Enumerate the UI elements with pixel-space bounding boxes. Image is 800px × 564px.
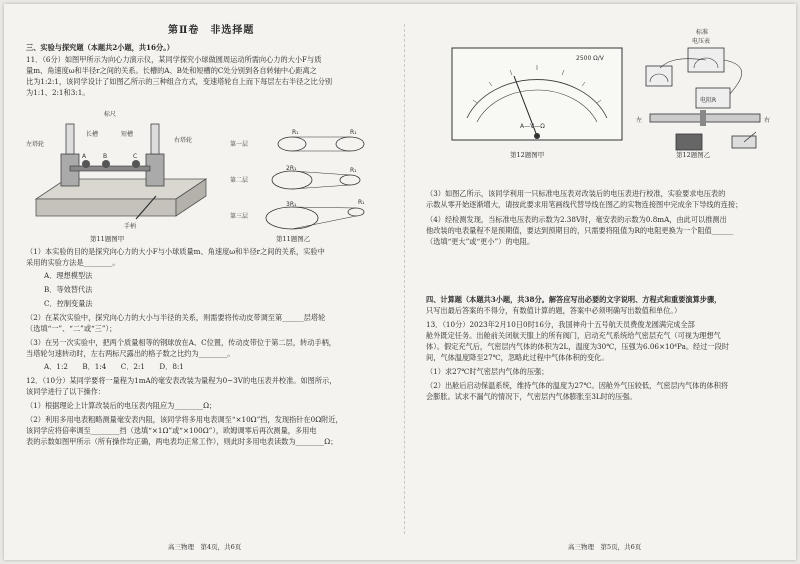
q12-4-line: （选填“更大”或“更小”）的电阻。 [426, 237, 535, 246]
q11-3-line: （3）在另一次实验中，把两个质量相等的钢球放在A、C位置，传动皮带位于第二层，转动手柄， [26, 338, 336, 347]
q12-line: 该同学进行了以下操作： [26, 387, 106, 396]
fig11a-label: A [82, 153, 87, 160]
q13-2-line: （2）出舱后启动保温系统，维持气体的温度为27℃。因舱外气压较低，气密层内气体的体积将 [426, 381, 729, 390]
fig11b-caption: 第11题图乙 [276, 235, 311, 243]
question-12-cont [426, 188, 782, 247]
fig11a-caption: 第11题图甲 [90, 235, 125, 243]
q11-3-line: 当塔轮匀速转动时，左右两标尺露出的格子数之比约为________。 [26, 349, 235, 358]
q12-2-line: 该同学应将倍率调至________挡（选填“×1Ω”或“×100Ω”），欧姆调零后再次测量，多用电 [26, 426, 317, 435]
q11-line: 比为1:2:1，该同学设计了如图乙所示的三种组合方式，变速塔轮自上而下每层左右半径之比分别 [26, 77, 333, 86]
q11-1-line: 采用的实验方法是________。 [26, 258, 120, 267]
q11-3-options: A．1:2 B．1:4 C．2:1 D．8:1 [44, 362, 184, 371]
q11-1-option: B．等效替代法 [44, 285, 93, 294]
left-page [18, 4, 390, 560]
fig11a-label: B [103, 153, 108, 160]
fig12b-label: 标准 [696, 29, 709, 36]
q12-4-line: 他改装的电表量程不是预期值，要达到预期目的，只需要将阻值为R的电阻更换为一个阻值______ [426, 226, 734, 235]
fig11a-label: C [133, 153, 138, 160]
fig11b-layer-label: 第二层 [230, 177, 249, 184]
q11-line: 11．（6分）如图甲所示为向心力演示仪，某同学探究小球做圆周运动所需向心力的大小F与质 [26, 55, 322, 64]
fig12a-ohm-label: A—V—Ω [520, 123, 545, 130]
fig11b-radius: 3R₁ [286, 201, 297, 208]
fig12b-label: 左 [636, 117, 643, 124]
q11-2-line: （选填“一”、“二”或“三”）； [26, 324, 117, 333]
q13-line: 间，气体温度降至27℃，忽略此过程中气体体积的变化。 [426, 353, 609, 362]
q13-line: 舱外既定任务。出舱前关闭航天服上的所有阀门，启动充气系统给气密层充气（可视为理想气 [426, 331, 721, 340]
left-footer: 高三物理 第4页，共6页 [168, 543, 242, 551]
fig12a-caption: 第12题图甲 [510, 151, 545, 159]
fig11b-radius: R₁ [350, 129, 357, 136]
question-11-parts [26, 246, 388, 447]
fig12b-label: 右 [764, 117, 771, 124]
fig12a-scale-text: 2500 Ω/V [576, 55, 604, 62]
fig11a-label: 标尺 [104, 111, 117, 118]
fig11a-label: 左塔轮 [26, 141, 45, 148]
q12-3-line: 示数从零开始逐渐增大，请按此要求用笔画线代替导线在图乙的实物连接图中完成余下导线的连接； [426, 200, 743, 209]
section-4 [426, 294, 782, 402]
q13-line: 体）。假定充气后，气密层内气体的体积为2L，温度为30℃，压强为6.06×10⁴Pa。经过一段时 [426, 342, 729, 351]
fig12b-label: 电阻R [700, 97, 717, 104]
q12-2-line: 表的示数如图甲所示（所有操作均正确，两电表均正常工作），则此时多用电表读数为________Ω； [26, 437, 338, 446]
section-3-heading: 三、实验与探究题（本题共2小题，共16分。） [26, 43, 174, 52]
q11-2-line: （2）在某次实验中，探究向心力的大小与半径的关系，则需要将传动皮带调至第______层塔轮 [26, 313, 326, 322]
fig11a-apparatus [26, 104, 216, 232]
page-divider [404, 24, 405, 534]
q13-2-line: 会膨胀。试求不漏气的情况下，气密层内气体膨胀至3L时的压强。 [426, 392, 637, 401]
fig12b-caption: 第12题图乙 [676, 151, 711, 159]
fig12b-label: 电压表 [692, 38, 711, 45]
q13-1-line: （1）求27℃时气密层内气体的压强； [426, 367, 549, 376]
right-page [418, 4, 784, 560]
q12-3-line: （3）如图乙所示，该同学利用一只标准电压表对改装后的电压表进行校准，实验要求电压表的 [426, 189, 726, 198]
q13-line: 13．（10分）2023年2月10日0时16分，我国神舟十五号航天员费俊龙圆满完成全部 [426, 320, 695, 329]
q11-line: 为1:1、2:1和3:1。 [26, 88, 90, 97]
fig11b-layer-label: 第一层 [230, 141, 249, 148]
fig11b-pulleys [230, 130, 386, 234]
q11-1-line: （1）本实验的目的是探究向心力的大小F与小球质量m、角速度ω和半径r之间的关系，实验中 [26, 247, 325, 256]
question-11 [26, 54, 388, 98]
fig11a-label: 短槽 [121, 131, 134, 138]
fig11b-layer-label: 第三层 [230, 213, 249, 220]
fig11b-radius: R₁ [350, 167, 357, 174]
q12-2-line: （2）利用多用电表粗略测量毫安表内阻，该同学将多用电表调至“×10Ω”挡，发现指针在0Ω附近， [26, 415, 343, 424]
q11-line: 量m、角速度ω和半径r之间的关系。长槽的A、B处和短槽的C处分别到各自转轴中心距离之 [26, 66, 317, 75]
exam-sheet [4, 4, 796, 560]
right-footer: 高三物理 第5页，共6页 [568, 543, 642, 551]
q12-line: 12．（10分）某同学要将一量程为1mA的毫安表改装为量程为0~3V的电压表并校准。如图所示， [26, 376, 337, 385]
section-4-line: 只写出最后答案的不得分，有数值计算的题，答案中必须明确写出数值和单位。） [426, 306, 682, 315]
fig11b-radius: 2R₁ [286, 165, 297, 172]
q12-1-line: （1）根据理论上计算改装后的电压表内阻应为________Ω； [26, 401, 217, 410]
fig11b-radius: R₁ [292, 129, 299, 136]
fig11b-radius: R₁ [358, 199, 365, 206]
fig12a-multimeter [452, 48, 622, 146]
q11-1-option: C．控制变量法 [44, 299, 93, 308]
section-4-heading: 四、计算题（本题共3小题，共38分。解答应写出必要的文字说明、方程式和重要演算步骤， [426, 295, 722, 304]
fig11a-label: 长槽 [86, 131, 99, 138]
q11-1-option: A．理想模型法 [44, 271, 93, 280]
q12-4-line: （4）经检测发现，当标准电压表的示数为2.38V时，毫安表的示数为0.8mA，由此可以推测出 [426, 215, 727, 224]
part-title: 第Ⅱ卷 非选择题 [168, 25, 255, 36]
fig11a-label: 右塔轮 [174, 137, 193, 144]
fig11a-label: 手柄 [124, 223, 137, 230]
fig12b-circuit [636, 26, 782, 156]
